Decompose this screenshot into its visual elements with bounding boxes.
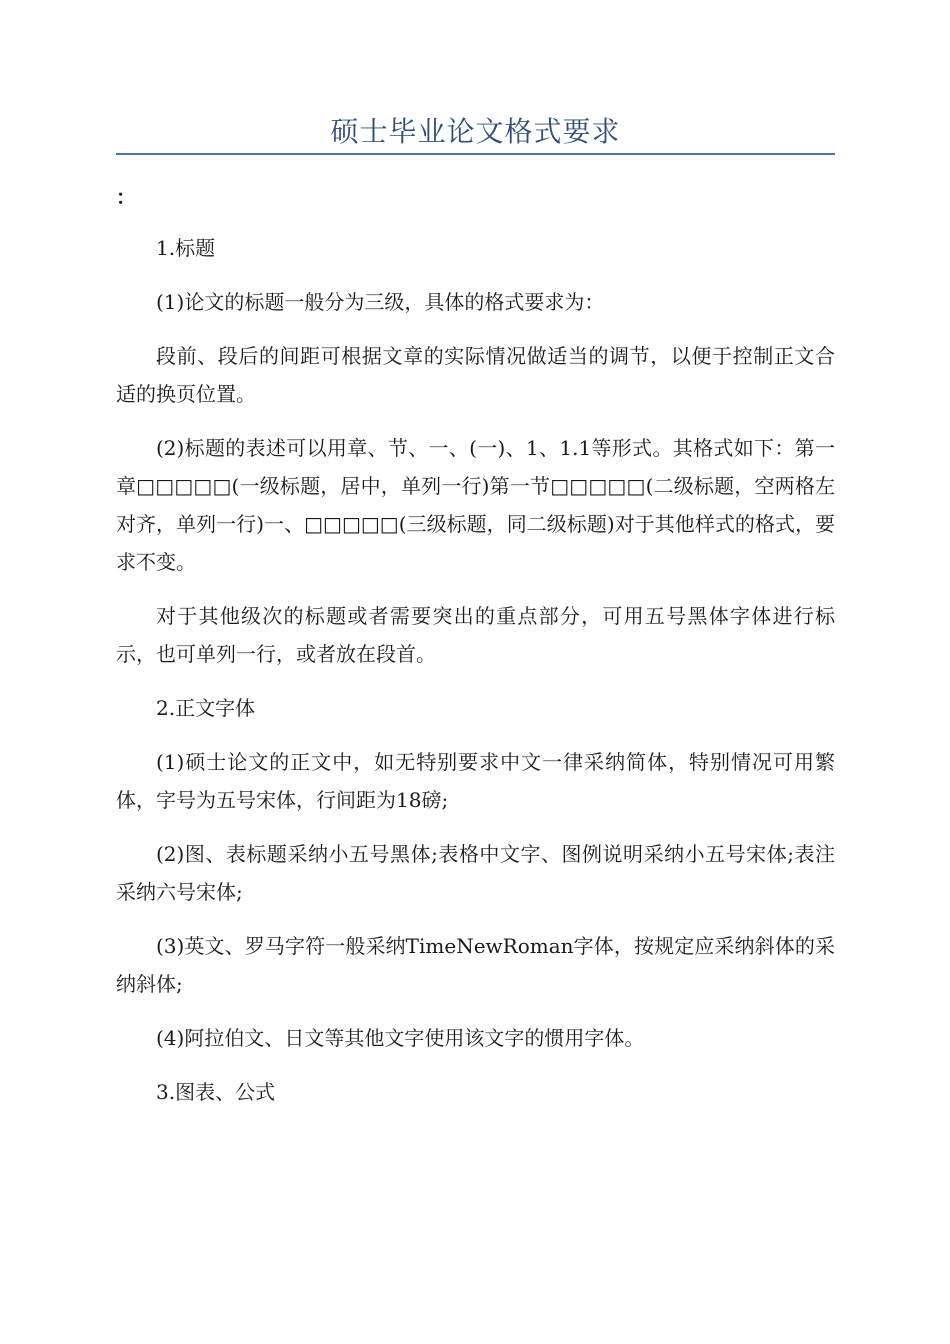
heading-3-figures: 3.图表、公式 bbox=[156, 1080, 276, 1104]
paragraph: (1)论文的标题一般分为三级，具体的格式要求为： bbox=[156, 290, 605, 314]
heading-2-body-font: 2.正文字体 bbox=[156, 696, 256, 720]
paragraph: (4)阿拉伯文、日文等其他文字使用该文字的惯用字体。 bbox=[156, 1026, 645, 1050]
document-title: 硕士毕业论文格式要求 bbox=[330, 115, 621, 148]
paragraph: (2)图、表标题采纳小五号黑体;表格中文字、图例说明采纳小五号宋体;表注采纳六号宋体; bbox=[116, 842, 835, 904]
paragraph: 对于其他级次的标题或者需要突出的重点部分，可用五号黑体字体进行标示，也可单列一行，或者放在段首。 bbox=[116, 604, 835, 666]
lead-mark: ： bbox=[116, 185, 136, 209]
paragraph: (3)英文、罗马字符一般采纳TimeNewRoman字体，按规定应采纳斜体的采纳斜体; bbox=[116, 934, 835, 996]
paragraph: (2)标题的表述可以用章、节、一、(一)、1、1.1等形式。其格式如下：第一章□□□□□(一级标题，居中，单列一行)第一节□□□□□(二级标题，空两格左对齐，单列一行)一、□□□□□(三级标题，同二级标题)对于其他样式的格式，要求不变。 bbox=[116, 436, 835, 574]
title-underline bbox=[116, 153, 835, 155]
document-body bbox=[116, 229, 835, 1127]
heading-1-title: 1.标题 bbox=[156, 236, 216, 260]
paragraph: (1)硕士论文的正文中，如无特别要求中文一律采纳简体，特别情况可用繁体，字号为五号宋体，行间距为18磅; bbox=[116, 750, 835, 812]
paragraph: 段前、段后的间距可根据文章的实际情况做适当的调节，以便于控制正文合适的换页位置。 bbox=[116, 344, 835, 406]
